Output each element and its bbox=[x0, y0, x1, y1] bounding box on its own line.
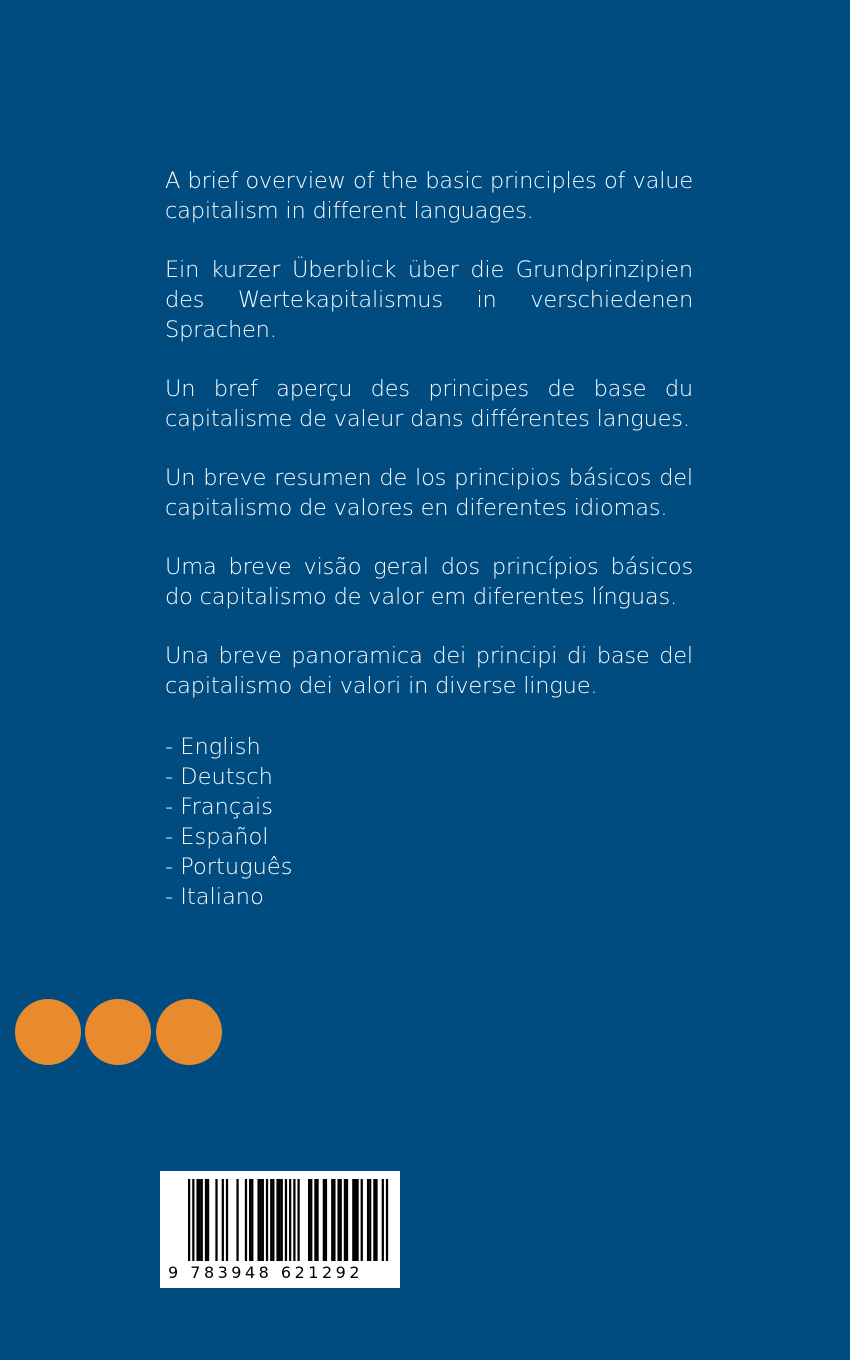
blurb-french: Un bref aperçu des principes de base du capitalisme de valeur dans différentes langues. bbox=[165, 376, 693, 432]
barcode-icon bbox=[168, 1179, 392, 1263]
barcode-bar bbox=[367, 1179, 369, 1261]
barcode-bar bbox=[262, 1179, 264, 1261]
barcode-bar bbox=[354, 1179, 356, 1261]
blurb-spanish: Un breve resumen de los principios básicos del capitalismo de valores en diferentes idiomas. bbox=[165, 465, 693, 521]
barcode-bar bbox=[289, 1179, 291, 1261]
barcode-bar bbox=[333, 1179, 335, 1261]
language-item-english: - English bbox=[165, 734, 261, 760]
barcode-bar bbox=[222, 1179, 224, 1261]
barcode-bar bbox=[297, 1179, 299, 1261]
barcode-bar bbox=[281, 1179, 283, 1261]
barcode-bar bbox=[279, 1179, 281, 1261]
barcode-bar bbox=[337, 1179, 339, 1261]
blurb-italian: Una breve panoramica dei principi di base del capitalismo dei valori in diverse lingue. bbox=[165, 643, 693, 699]
barcode-bar bbox=[260, 1179, 262, 1261]
barcode-bar bbox=[188, 1179, 190, 1261]
barcode-bar bbox=[316, 1179, 318, 1261]
barcode-bar bbox=[201, 1179, 203, 1261]
barcode-bar bbox=[340, 1179, 342, 1261]
barcode-bar bbox=[236, 1179, 238, 1261]
isbn-barcode bbox=[160, 1171, 400, 1288]
barcode-bar bbox=[226, 1179, 228, 1261]
language-item-french: - Français bbox=[165, 794, 274, 820]
language-item-portuguese: - Português bbox=[165, 854, 293, 880]
barcode-bar bbox=[386, 1179, 388, 1261]
barcode-bar bbox=[276, 1179, 278, 1261]
barcode-bar bbox=[272, 1179, 274, 1261]
blurb-german: Ein kurzer Überblick über die Grundprinzipien des Wertekapitalismus in verschiedenen Sprachen. bbox=[165, 257, 693, 343]
barcode-bar bbox=[285, 1179, 287, 1261]
language-list bbox=[165, 732, 292, 912]
barcode-bar bbox=[314, 1179, 316, 1261]
orange-dot-1 bbox=[15, 999, 81, 1065]
barcode-bar bbox=[361, 1179, 363, 1261]
language-item-spanish: - Español bbox=[165, 824, 269, 850]
barcode-bar bbox=[352, 1179, 354, 1261]
barcode-bar bbox=[356, 1179, 358, 1261]
barcode-bar bbox=[375, 1179, 377, 1261]
barcode-bar bbox=[249, 1179, 251, 1261]
barcode-bar bbox=[369, 1179, 371, 1261]
orange-dot-3 bbox=[156, 999, 222, 1065]
barcode-bar bbox=[331, 1179, 333, 1261]
barcode-bar bbox=[346, 1179, 348, 1261]
barcode-bar bbox=[196, 1179, 198, 1261]
barcode-bar bbox=[192, 1179, 194, 1261]
barcode-bar bbox=[245, 1179, 247, 1261]
barcode-bar bbox=[215, 1179, 217, 1261]
barcode-bar bbox=[325, 1179, 327, 1261]
description-blurbs bbox=[165, 166, 693, 730]
barcode-bar bbox=[344, 1179, 346, 1261]
language-item-german: - Deutsch bbox=[165, 764, 273, 790]
blurb-english: A brief overview of the basic principles of value capitalism in different languages. bbox=[165, 168, 693, 224]
decorative-dots bbox=[15, 999, 225, 1065]
barcode-bar bbox=[205, 1179, 207, 1261]
orange-dot-2 bbox=[85, 999, 151, 1065]
barcode-bar bbox=[257, 1179, 259, 1261]
blurb-portuguese: Uma breve visão geral dos princípios básicos do capitalismo de valor em diferentes línguas. bbox=[165, 554, 693, 610]
barcode-bar bbox=[323, 1179, 325, 1261]
barcode-bar bbox=[308, 1179, 310, 1261]
isbn-number: 9 783948 621292 bbox=[168, 1263, 364, 1282]
barcode-bar bbox=[251, 1179, 253, 1261]
barcode-bar bbox=[207, 1179, 209, 1261]
barcode-bar bbox=[373, 1179, 375, 1261]
barcode-bar bbox=[270, 1179, 272, 1261]
barcode-bar bbox=[382, 1179, 384, 1261]
barcode-bar bbox=[266, 1179, 268, 1261]
language-item-italian: - Italiano bbox=[165, 884, 264, 910]
barcode-bar bbox=[310, 1179, 312, 1261]
barcode-bar bbox=[293, 1179, 295, 1261]
barcode-bar bbox=[199, 1179, 201, 1261]
